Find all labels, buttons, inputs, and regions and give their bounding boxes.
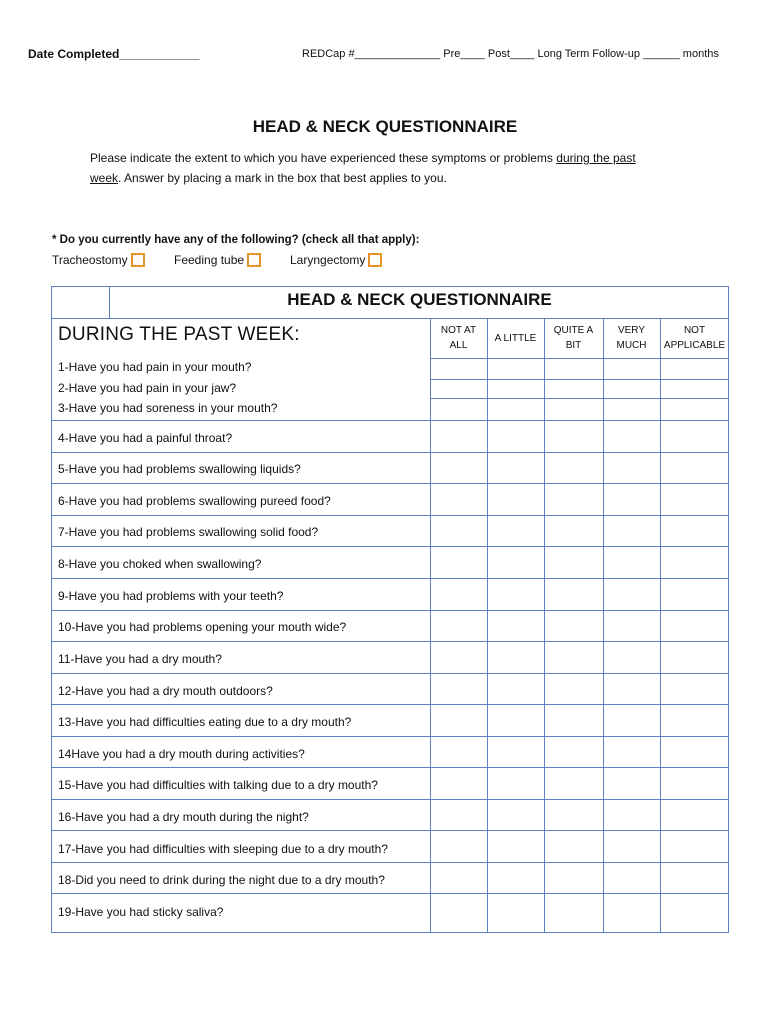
answer-cell[interactable]	[488, 547, 543, 577]
answer-cell[interactable]	[545, 547, 602, 577]
answer-cell[interactable]	[431, 737, 486, 766]
feeding-tube-checkbox[interactable]	[247, 253, 261, 267]
answer-cell[interactable]	[431, 453, 486, 482]
current-conditions-question: * Do you currently have any of the following? (check all that apply):	[52, 234, 420, 246]
answer-cell[interactable]	[545, 705, 602, 735]
column-header-line1: A LITTLE	[494, 332, 537, 344]
option-label: Feeding tube	[174, 253, 245, 267]
answer-cell[interactable]	[604, 579, 659, 609]
answer-cell[interactable]	[431, 674, 486, 703]
instructions-text-2: . Answer by placing a mark in the box that best applies to you.	[118, 171, 447, 185]
answer-cell[interactable]	[488, 579, 543, 609]
answer-cell[interactable]	[488, 642, 543, 672]
answer-cell[interactable]	[604, 453, 659, 482]
answer-cell[interactable]	[545, 894, 602, 932]
answer-cell[interactable]	[488, 399, 543, 419]
column-header-line2: APPLICABLE	[663, 340, 726, 351]
question-text: 6-Have you had problems swallowing pureed food?	[58, 494, 331, 508]
answer-cell[interactable]	[661, 831, 728, 861]
option-laryngectomy[interactable]	[290, 253, 382, 267]
option-feeding-tube[interactable]	[174, 253, 261, 267]
question-text: 1-Have you had pain in your mouth?	[58, 360, 252, 374]
answer-cell[interactable]	[604, 674, 659, 703]
answer-cell[interactable]	[604, 800, 659, 829]
answer-cell[interactable]	[545, 800, 602, 829]
answer-cell[interactable]	[604, 380, 659, 397]
answer-cell[interactable]	[604, 863, 659, 892]
column-header-line1: QUITE A	[553, 325, 594, 336]
answer-cell[interactable]	[488, 611, 543, 640]
answer-cell[interactable]	[431, 642, 486, 672]
grid-row-line	[51, 318, 729, 319]
answer-cell[interactable]	[488, 453, 543, 482]
instructions	[90, 148, 690, 188]
column-header	[487, 322, 544, 354]
laryngectomy-checkbox[interactable]	[368, 253, 382, 267]
column-header	[660, 322, 729, 354]
question-text: 18-Did you need to drink during the night due to a dry mouth?	[58, 873, 385, 887]
answer-cell[interactable]	[604, 399, 659, 419]
answer-cell[interactable]	[545, 516, 602, 545]
answer-cell[interactable]	[488, 737, 543, 766]
answer-cell[interactable]	[604, 547, 659, 577]
answer-cell[interactable]	[545, 768, 602, 798]
answer-cell[interactable]	[661, 768, 728, 798]
column-header-line2: MUCH	[616, 340, 647, 351]
column-header	[603, 322, 660, 354]
answer-cell[interactable]	[604, 831, 659, 861]
answer-cell[interactable]	[488, 380, 543, 397]
answer-cell[interactable]	[604, 768, 659, 798]
instructions-underlined-1: during the past	[556, 151, 636, 165]
answer-cell[interactable]	[661, 547, 728, 577]
answer-cell[interactable]	[431, 800, 486, 829]
column-header-text	[441, 323, 476, 353]
question-text: 10-Have you had problems opening your mouth wide?	[58, 620, 347, 634]
answer-cell[interactable]	[431, 399, 486, 419]
column-header-text	[617, 323, 647, 353]
answer-cell[interactable]	[431, 768, 486, 798]
column-header-line2: BIT	[565, 340, 582, 351]
answer-cell[interactable]	[661, 800, 728, 829]
answer-cell[interactable]	[545, 579, 602, 609]
answer-cell[interactable]	[431, 484, 486, 514]
column-header-text	[495, 331, 537, 346]
answer-cell[interactable]	[545, 399, 602, 419]
answer-cell[interactable]	[431, 705, 486, 735]
answer-cell[interactable]	[545, 484, 602, 514]
current-conditions-options	[52, 253, 452, 273]
answer-cell[interactable]	[488, 800, 543, 829]
answer-cell[interactable]	[545, 674, 602, 703]
question-text: 4-Have you had a painful throat?	[58, 431, 233, 445]
answer-cell[interactable]	[488, 484, 543, 514]
redcap-followup-line[interactable]: REDCap #______________ Pre____ Post____ Long Term Follow-up ______ months	[302, 48, 719, 60]
answer-cell[interactable]	[545, 421, 602, 451]
column-header-line1: NOT AT	[440, 325, 477, 336]
answer-cell[interactable]	[431, 579, 486, 609]
answer-cell[interactable]	[545, 831, 602, 861]
answer-cell[interactable]	[661, 359, 728, 378]
column-header-line1: VERY	[617, 325, 646, 336]
answer-cell[interactable]	[545, 737, 602, 766]
answer-cell[interactable]	[604, 737, 659, 766]
answer-cell[interactable]	[545, 611, 602, 640]
answer-cell[interactable]	[661, 705, 728, 735]
answer-cell[interactable]	[661, 453, 728, 482]
answer-cell[interactable]	[488, 894, 543, 932]
answer-cell[interactable]	[661, 421, 728, 451]
column-header	[430, 322, 487, 354]
question-text: 9-Have you had problems with your teeth?	[58, 589, 284, 603]
tracheostomy-checkbox[interactable]	[131, 253, 145, 267]
date-completed-field[interactable]: Date Completed____________	[28, 47, 200, 61]
answer-cell[interactable]	[431, 831, 486, 861]
column-header	[544, 322, 603, 354]
period-label: DURING THE PAST WEEK:	[58, 324, 300, 345]
answer-cell[interactable]	[431, 516, 486, 545]
answer-cell[interactable]	[604, 705, 659, 735]
answer-cell[interactable]	[661, 380, 728, 397]
answer-cell[interactable]	[488, 516, 543, 545]
question-text: 14Have you had a dry mouth during activities?	[58, 747, 305, 761]
answer-cell[interactable]	[661, 484, 728, 514]
answer-cell[interactable]	[661, 516, 728, 545]
answer-cell[interactable]	[661, 579, 728, 609]
instructions-text-1: Please indicate the extent to which you have experienced these symptoms or problems	[90, 151, 557, 165]
answer-cell[interactable]	[488, 705, 543, 735]
answer-cell[interactable]	[661, 399, 728, 419]
answer-cell[interactable]	[545, 380, 602, 397]
question-text: 8-Have you choked when swallowing?	[58, 557, 262, 571]
answer-cell[interactable]	[488, 768, 543, 798]
answer-cell[interactable]	[488, 831, 543, 861]
option-label: Laryngectomy	[290, 253, 366, 267]
answer-cell[interactable]	[431, 863, 486, 892]
question-text: 13-Have you had difficulties eating due to a dry mouth?	[58, 715, 352, 729]
question-text: 19-Have you had sticky saliva?	[58, 905, 224, 919]
question-text: 12-Have you had a dry mouth outdoors?	[58, 684, 273, 698]
answer-cell[interactable]	[488, 421, 543, 451]
answer-cell[interactable]	[661, 863, 728, 892]
table-title: HEAD & NECK QUESTIONNAIRE	[287, 290, 552, 309]
answer-cell[interactable]	[431, 894, 486, 932]
question-text: 17-Have you had difficulties with sleeping due to a dry mouth?	[58, 842, 388, 856]
answer-cell[interactable]	[431, 547, 486, 577]
answer-cell[interactable]	[545, 642, 602, 672]
answer-cell[interactable]	[604, 516, 659, 545]
question-text: 11-Have you had a dry mouth?	[58, 652, 222, 666]
answer-cell[interactable]	[431, 421, 486, 451]
answer-cell[interactable]	[431, 380, 486, 397]
answer-cell[interactable]	[604, 642, 659, 672]
column-header-text	[664, 323, 725, 353]
answer-cell[interactable]	[604, 421, 659, 451]
page-title: HEAD & NECK QUESTIONNAIRE	[252, 117, 518, 136]
column-header-line1: NOT	[683, 325, 706, 336]
answer-cell[interactable]	[604, 359, 659, 378]
column-header-line2: ALL	[449, 340, 468, 351]
answer-cell[interactable]	[545, 863, 602, 892]
answer-cell[interactable]	[545, 453, 602, 482]
answer-cell[interactable]	[488, 359, 543, 378]
answer-cell[interactable]	[661, 642, 728, 672]
answer-cell[interactable]	[661, 674, 728, 703]
question-text: 3-Have you had soreness in your mouth?	[58, 401, 278, 415]
column-header-text	[554, 323, 593, 353]
answer-cell[interactable]	[488, 674, 543, 703]
question-text: 16-Have you had a dry mouth during the night?	[58, 810, 309, 824]
question-text: 2-Have you had pain in your jaw?	[58, 381, 237, 395]
question-text: 5-Have you had problems swallowing liquids?	[58, 462, 301, 476]
option-tracheostomy[interactable]	[52, 253, 145, 267]
answer-cell[interactable]	[488, 863, 543, 892]
answer-cell[interactable]	[604, 611, 659, 640]
answer-cell[interactable]	[661, 611, 728, 640]
instructions-underlined-2: week	[90, 171, 119, 185]
answer-cell[interactable]	[604, 894, 659, 932]
question-text: 7-Have you had problems swallowing solid food?	[58, 525, 319, 539]
answer-cell[interactable]	[431, 359, 486, 378]
answer-cell[interactable]	[431, 611, 486, 640]
question-text: 15-Have you had difficulties with talking due to a dry mouth?	[58, 778, 378, 792]
option-label: Tracheostomy	[52, 253, 128, 267]
answer-cell[interactable]	[661, 894, 728, 932]
answer-cell[interactable]	[545, 359, 602, 378]
answer-cell[interactable]	[604, 484, 659, 514]
answer-cell[interactable]	[661, 737, 728, 766]
